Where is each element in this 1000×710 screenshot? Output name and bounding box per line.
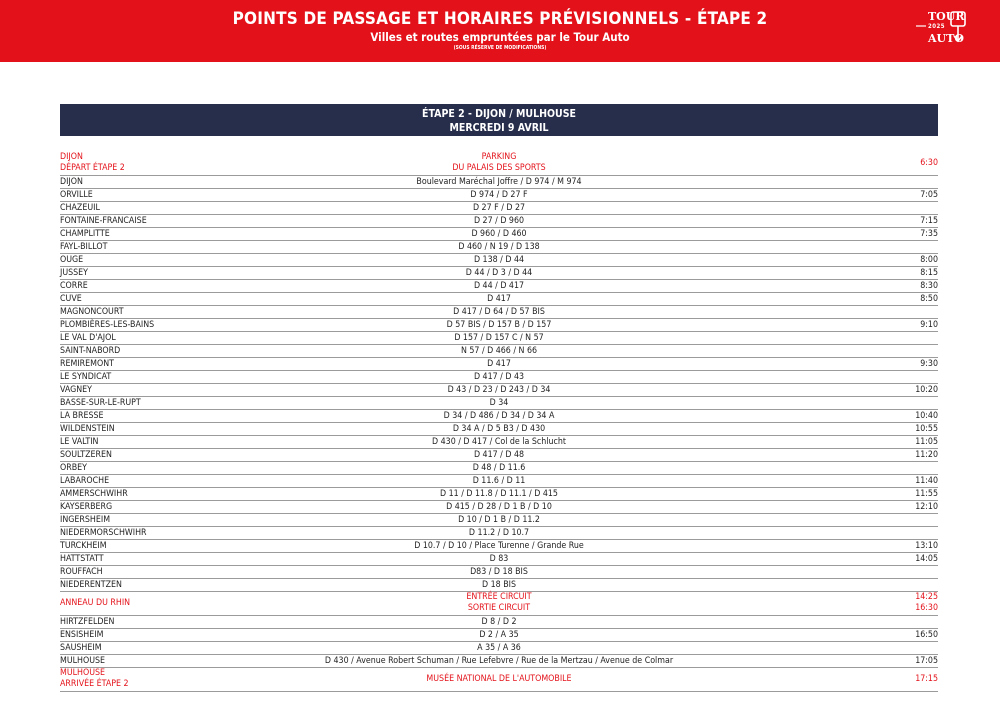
town-cell: ROUFFACH — [60, 567, 103, 577]
town-cell: MULHOUSE — [60, 656, 106, 666]
time-cell: 9:10 — [920, 320, 938, 330]
town-cell: DIJON — [60, 177, 83, 187]
route-cell: D 11.6 / D 11 — [472, 476, 526, 486]
time-cell: 16:50 — [915, 630, 938, 640]
town-cell: ORBEY — [60, 463, 87, 473]
town-cell: AMMERSCHWIHR — [60, 489, 128, 499]
town-cell: CHAMPLITTE — [60, 229, 110, 239]
table-row — [60, 514, 938, 527]
route-cell: D 2 / A 35 — [479, 630, 519, 640]
town-cell-line: ANNEAU DU RHIN — [60, 598, 131, 608]
town-cell: BASSE-SUR-LE-RUPT — [60, 398, 141, 408]
table-row — [60, 579, 938, 592]
table-row — [60, 267, 938, 280]
table-row — [60, 423, 938, 436]
town-cell: LABAROCHE — [60, 476, 110, 486]
time-cell: 10:55 — [915, 424, 938, 434]
table-row — [60, 358, 938, 371]
town-cell: SOULTZEREN — [60, 450, 112, 460]
table-row — [60, 319, 938, 332]
route-cell: D 34 — [489, 398, 509, 408]
table-row — [60, 553, 938, 566]
town-cell: JUSSEY — [60, 268, 89, 278]
table-row — [60, 410, 938, 423]
table-row — [60, 202, 938, 215]
town-cell: LE SYNDICAT — [60, 372, 112, 382]
table-row — [60, 540, 938, 553]
table-row — [60, 616, 938, 629]
table-row — [60, 215, 938, 228]
route-cell: D 57 BIS / D 157 B / D 157 — [446, 320, 552, 330]
time-cell: 7:05 — [920, 190, 938, 200]
town-cell-line: MULHOUSE — [60, 668, 106, 678]
town-cell: VAGNEY — [60, 385, 92, 395]
time-cell: 11:05 — [915, 437, 938, 447]
town-cell: LE VAL D'AJOL — [60, 333, 116, 343]
time-cell: 13:10 — [915, 541, 938, 551]
time-cell: 8:50 — [920, 294, 938, 304]
town-cell: OUGE — [60, 255, 84, 265]
town-cell: SAINT-NABORD — [60, 346, 121, 356]
route-cell: D 430 / D 417 / Col de la Schlucht — [432, 437, 566, 447]
tour-auto-logo — [914, 10, 970, 48]
route-cell: D 34 A / D 5 B3 / D 430 — [452, 424, 546, 434]
table-row — [60, 345, 938, 358]
time-cell: 14:05 — [915, 554, 938, 564]
time-cell: 9:30 — [920, 359, 938, 369]
table-row — [60, 475, 938, 488]
table-row — [60, 501, 938, 514]
time-cell: 8:00 — [920, 255, 938, 265]
time-cell: 11:40 — [915, 476, 938, 486]
time-cell: 8:30 — [920, 281, 938, 291]
town-cell: MAGNONCOURT — [60, 307, 124, 317]
itinerary-table — [60, 152, 938, 692]
route-cell: D 8 / D 2 — [481, 617, 517, 627]
time-cell-line: 14:25 — [915, 592, 938, 602]
route-cell: D 27 F / D 27 — [472, 203, 526, 213]
route-cell-line: MUSÉE NATIONAL DE L'AUTOMOBILE — [426, 674, 572, 684]
table-row — [60, 527, 938, 540]
town-cell: ORVILLE — [60, 190, 93, 200]
route-cell — [240, 592, 758, 614]
route-cell — [240, 674, 758, 685]
table-row — [60, 241, 938, 254]
table-row — [60, 228, 938, 241]
town-cell: FONTAINE-FRANCAISE — [60, 216, 147, 226]
table-row — [60, 293, 938, 306]
time-cell-line: 16:30 — [915, 603, 938, 613]
route-cell: D 960 / D 460 — [471, 229, 527, 239]
time-cell: 12:10 — [915, 502, 938, 512]
route-cell: N 57 / D 466 / N 66 — [460, 346, 538, 356]
time-cell: 10:40 — [915, 411, 938, 421]
town-cell: INGERSHEIM — [60, 515, 111, 525]
route-cell: D 27 / D 960 — [473, 216, 525, 226]
route-cell: D 415 / D 28 / D 1 B / D 10 — [446, 502, 552, 512]
town-cell: ENSISHEIM — [60, 630, 104, 640]
route-cell: D 18 BIS — [482, 580, 516, 590]
logo-line1: TOUR — [928, 10, 965, 23]
time-cell: 7:35 — [920, 229, 938, 239]
time-cell: 7:15 — [920, 216, 938, 226]
time-cell: 8:15 — [920, 268, 938, 278]
town-cell: KAYSERBERG — [60, 502, 113, 512]
time-cell: 11:55 — [915, 489, 938, 499]
town-cell: HATTSTATT — [60, 554, 104, 564]
time-cell — [858, 158, 938, 169]
page-subtitle: Villes et routes empruntées par le Tour Auto — [370, 30, 630, 44]
route-cell: D 417 / D 48 — [473, 450, 525, 460]
route-cell: D 460 / N 19 / D 138 — [458, 242, 540, 252]
route-cell: D 157 / D 157 C / N 57 — [454, 333, 544, 343]
route-cell-line: PARKING — [481, 152, 517, 162]
table-row — [60, 152, 938, 176]
town-cell: LA BRESSE — [60, 411, 104, 421]
time-cell: 11:20 — [915, 450, 938, 460]
town-cell: NIEDERENTZEN — [60, 580, 122, 590]
route-cell: D 11 / D 11.8 / D 11.1 / D 415 — [440, 489, 558, 499]
route-cell: D 10 / D 1 B / D 11.2 — [458, 515, 540, 525]
table-row — [60, 254, 938, 267]
route-cell: A 35 / A 36 — [477, 643, 521, 653]
table-row — [60, 384, 938, 397]
stage-title: ÉTAPE 2 - DIJON / MULHOUSE — [422, 108, 576, 120]
town-cell: CUVE — [60, 294, 82, 304]
route-cell: D 83 — [489, 554, 509, 564]
table-row — [60, 280, 938, 293]
route-cell-line: SORTIE CIRCUIT — [467, 603, 531, 613]
town-cell: WILDENSTEIN — [60, 424, 115, 434]
town-cell-line: DÉPART ÉTAPE 2 — [60, 163, 125, 173]
logo-line2: AUTO — [928, 32, 964, 45]
route-cell-line: ENTRÉE CIRCUIT — [466, 592, 532, 602]
table-row — [60, 668, 938, 692]
table-row — [60, 176, 938, 189]
route-cell: D 34 / D 486 / D 34 / D 34 A — [443, 411, 555, 421]
route-cell: D 417 — [487, 359, 511, 369]
route-cell: D 974 / D 27 F — [470, 190, 528, 200]
table-row — [60, 642, 938, 655]
route-cell: D 44 / D 3 / D 44 — [465, 268, 533, 278]
route-cell: D 10.7 / D 10 / Place Turenne / Grande Rue — [414, 541, 584, 551]
town-cell: LE VALTIN — [60, 437, 99, 447]
header-banner — [0, 0, 1000, 62]
page-title: POINTS DE PASSAGE ET HORAIRES PRÉVISIONNELS - ÉTAPE 2 — [232, 9, 768, 29]
table-row — [60, 371, 938, 384]
time-cell: 17:05 — [915, 656, 938, 666]
town-cell-line: ARRIVÉE ÉTAPE 2 — [60, 679, 129, 689]
route-cell: D 417 / D 64 / D 57 BIS — [453, 307, 545, 317]
page-note: (SOUS RÉSERVE DE MODIFICATIONS) — [453, 45, 547, 51]
table-row — [60, 462, 938, 475]
route-cell: D 430 / Avenue Robert Schuman / Rue Lefebvre / Rue de la Mertzau / Avenue de Colmar — [324, 656, 674, 666]
route-cell: D83 / D 18 BIS — [470, 567, 528, 577]
table-row — [60, 332, 938, 345]
time-cell-line: 17:15 — [915, 674, 938, 684]
table-row — [60, 397, 938, 410]
logo-year: 2025 — [928, 23, 946, 30]
stage-header — [60, 104, 938, 136]
stage-date: MERCREDI 9 AVRIL — [449, 122, 549, 134]
route-cell: D 48 / D 11.6 — [472, 463, 526, 473]
table-row — [60, 629, 938, 642]
town-cell: CORRE — [60, 281, 88, 291]
route-cell — [240, 152, 758, 174]
table-row — [60, 566, 938, 579]
town-cell-line: DIJON — [60, 152, 83, 162]
table-row — [60, 592, 938, 616]
route-cell-line: DU PALAIS DES SPORTS — [452, 163, 546, 173]
town-cell: REMIREMONT — [60, 359, 114, 369]
route-cell: D 43 / D 23 / D 243 / D 34 — [447, 385, 551, 395]
town-cell: FAYL-BILLOT — [60, 242, 108, 252]
route-cell: D 11.2 / D 10.7 — [468, 528, 530, 538]
town-cell: PLOMBIÈRES-LES-BAINS — [60, 320, 155, 330]
route-cell: D 138 / D 44 — [473, 255, 525, 265]
route-cell: D 417 / D 43 — [473, 372, 525, 382]
town-cell: TURCKHEIM — [60, 541, 107, 551]
table-row — [60, 488, 938, 501]
town-cell: CHAZEUIL — [60, 203, 100, 213]
route-cell: D 44 / D 417 — [473, 281, 525, 291]
route-cell: Boulevard Maréchal Joffre / D 974 / M 974 — [416, 177, 582, 187]
time-cell — [858, 592, 938, 614]
table-row — [60, 189, 938, 202]
town-cell: NIEDERMORSCHWIHR — [60, 528, 147, 538]
table-row — [60, 436, 938, 449]
town-cell: HIRTZFELDEN — [60, 617, 115, 627]
time-cell — [858, 674, 938, 685]
town-cell: SAUSHEIM — [60, 643, 102, 653]
time-cell: 10:20 — [915, 385, 938, 395]
route-cell: D 417 — [487, 294, 511, 304]
table-row — [60, 655, 938, 668]
table-row — [60, 306, 938, 319]
table-row — [60, 449, 938, 462]
time-cell-line: 6:30 — [920, 158, 938, 168]
